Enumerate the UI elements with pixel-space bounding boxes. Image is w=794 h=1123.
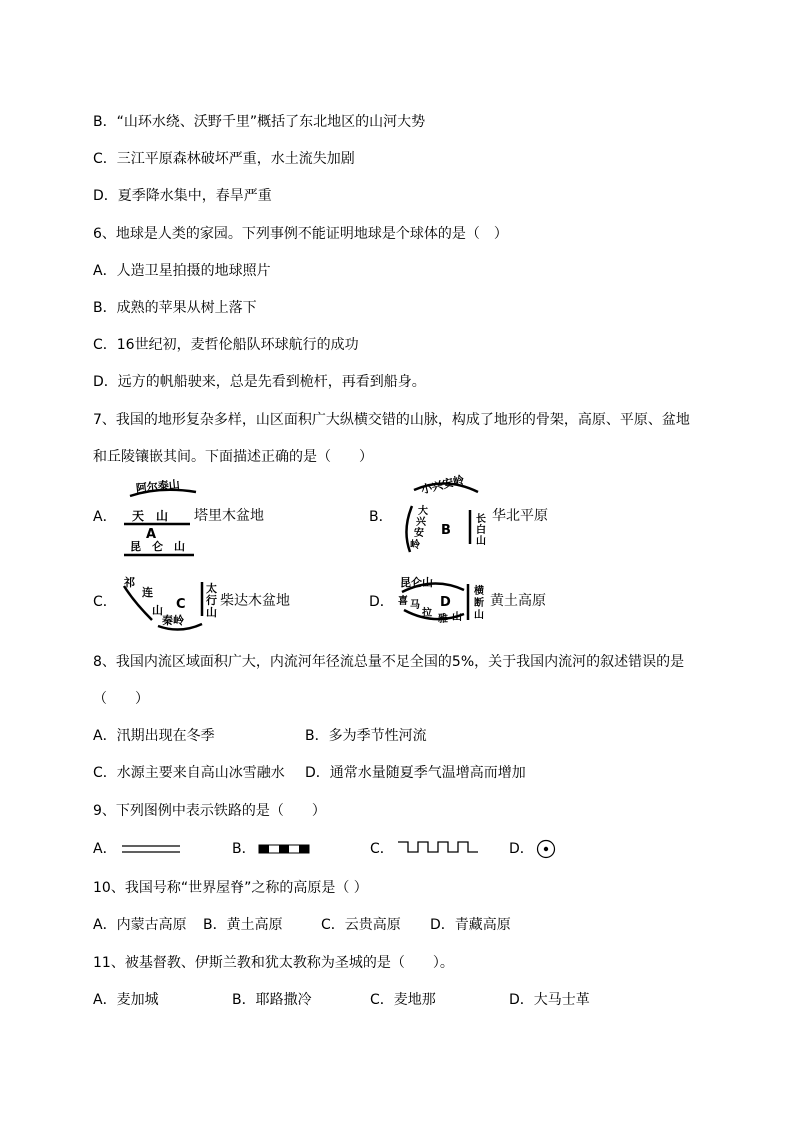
q5-option-d: D．夏季降水集中，春旱严重 [93,188,272,204]
svg-text:秦岭: 秦岭 [162,614,184,627]
q7-b-letter: B [441,523,451,538]
q9-option-d-symbol [535,838,557,860]
q7-option-c-diagram [118,572,308,636]
q7-c-letter: C [176,597,186,612]
q9-option-a-label: A． [93,841,117,857]
q9-option-c-symbol [396,838,486,856]
q8-option-c: C．水源主要来自高山冰雪融水 [93,765,285,781]
q8-option-d: D．通常水量随夏季气温增高而增加 [305,765,526,781]
q8-stem-line1: 8、我国内流区域面积广大，内流河年径流总量不足全国的5%，关于我国内流河的叙述错误的是 [93,654,685,670]
q9-option-b-label: B． [232,841,256,857]
svg-text:白: 白 [476,525,486,536]
svg-text:山: 山 [452,612,462,623]
svg-text:山: 山 [476,536,486,547]
q9-stem: 9、下列图例中表示铁路的是（ ） [93,803,326,819]
q5-option-b: B．“山环水绕、沃野千里”概括了东北地区的山河大势 [93,114,426,130]
q7-option-c-caption: 柴达木盆地 [220,593,290,609]
q7-option-a-caption: 塔里木盆地 [194,508,264,524]
q7-option-d-caption: 黄土高原 [490,593,546,609]
q6-option-c: C．16世纪初，麦哲伦船队环球航行的成功 [93,337,359,353]
q6-option-d: D．远方的帆船驶来，总是先看到桅杆，再看到船身。 [93,374,426,390]
svg-text:太: 太 [206,582,217,595]
svg-text:喜: 喜 [398,596,408,607]
q10-option-c: C．云贵高原 [321,917,401,933]
q7-option-b-diagram [394,472,574,560]
svg-text:安: 安 [414,528,424,539]
q7-d-letter: D [440,595,451,610]
q7-stem-line2: 和丘陵镶嵌其间。下面描述正确的是（ ） [93,449,373,465]
q7-a-letter: A [146,527,157,542]
q7-a-mountain2: 天 山 [132,509,169,523]
svg-text:大: 大 [418,506,428,517]
svg-text:断: 断 [474,598,484,609]
q7-option-a-diagram [118,476,278,560]
q7-a-mountain1: 阿尔泰山 [135,477,181,496]
svg-text:雅: 雅 [438,614,448,625]
svg-text:行: 行 [206,594,217,607]
q7-option-b-label: B． [369,509,393,525]
q7-option-c-label: C． [93,594,117,610]
q6-stem: 6、地球是人类的家园。下列事例不能证明地球是个球体的是（ ） [93,226,508,242]
q9-option-b-symbol [258,842,312,856]
q10-stem: 10、我国号称“世界屋脊”之称的高原是（ ） [93,880,368,896]
q8-stem-line2: （ ） [93,691,149,707]
svg-text:山: 山 [152,604,163,617]
q9-option-c-label: C． [370,841,394,857]
q7-option-d-diagram [394,570,584,634]
q5-option-c: C．三江平原森林破坏严重，水土流失加剧 [93,151,355,167]
svg-text:山: 山 [474,610,484,621]
q11-option-c: C．麦地那 [370,992,436,1008]
q6-option-b: B．成熟的苹果从树上落下 [93,300,257,316]
svg-text:昆仑山: 昆仑山 [400,576,433,589]
svg-text:岭: 岭 [410,540,420,551]
q7-stem-line1: 7、我国的地形复杂多样，山区面积广大纵横交错的山脉，构成了地形的骨架，高原、平原、盆地 [93,412,690,428]
q7-b-mountain1: 小兴安岭 [419,473,466,497]
q11-option-d: D．大马士革 [509,992,590,1008]
q7-a-mountain3: 昆 仑 山 [130,540,185,553]
q10-option-b: B．黄土高原 [203,917,283,933]
q7-option-a-label: A． [93,509,117,525]
q11-stem: 11、被基督教、伊斯兰教和犹太教称为圣城的是（ ）。 [93,955,454,971]
q9-option-d-label: D． [509,841,534,857]
q11-option-a: A．麦加城 [93,992,159,1008]
svg-text:山: 山 [206,606,217,619]
q8-option-b: B．多为季节性河流 [305,728,427,744]
q9-option-a-symbol [120,842,184,856]
q7-option-b-caption: 华北平原 [492,508,548,524]
svg-text:马: 马 [410,600,420,611]
q10-option-d: D．青藏高原 [430,917,511,933]
svg-text:祁: 祁 [124,576,135,589]
q10-option-a: A．内蒙古高原 [93,917,187,933]
svg-text:长: 长 [476,514,486,525]
svg-text:横: 横 [474,586,484,597]
q11-option-b: B．耶路撒冷 [232,992,312,1008]
svg-text:拉: 拉 [422,608,432,619]
q6-option-a: A．人造卫星拍摄的地球照片 [93,263,271,279]
q7-option-d-label: D． [369,594,394,610]
q8-option-a: A．汛期出现在冬季 [93,728,215,744]
svg-text:连: 连 [142,586,153,599]
svg-text:兴: 兴 [416,517,426,528]
